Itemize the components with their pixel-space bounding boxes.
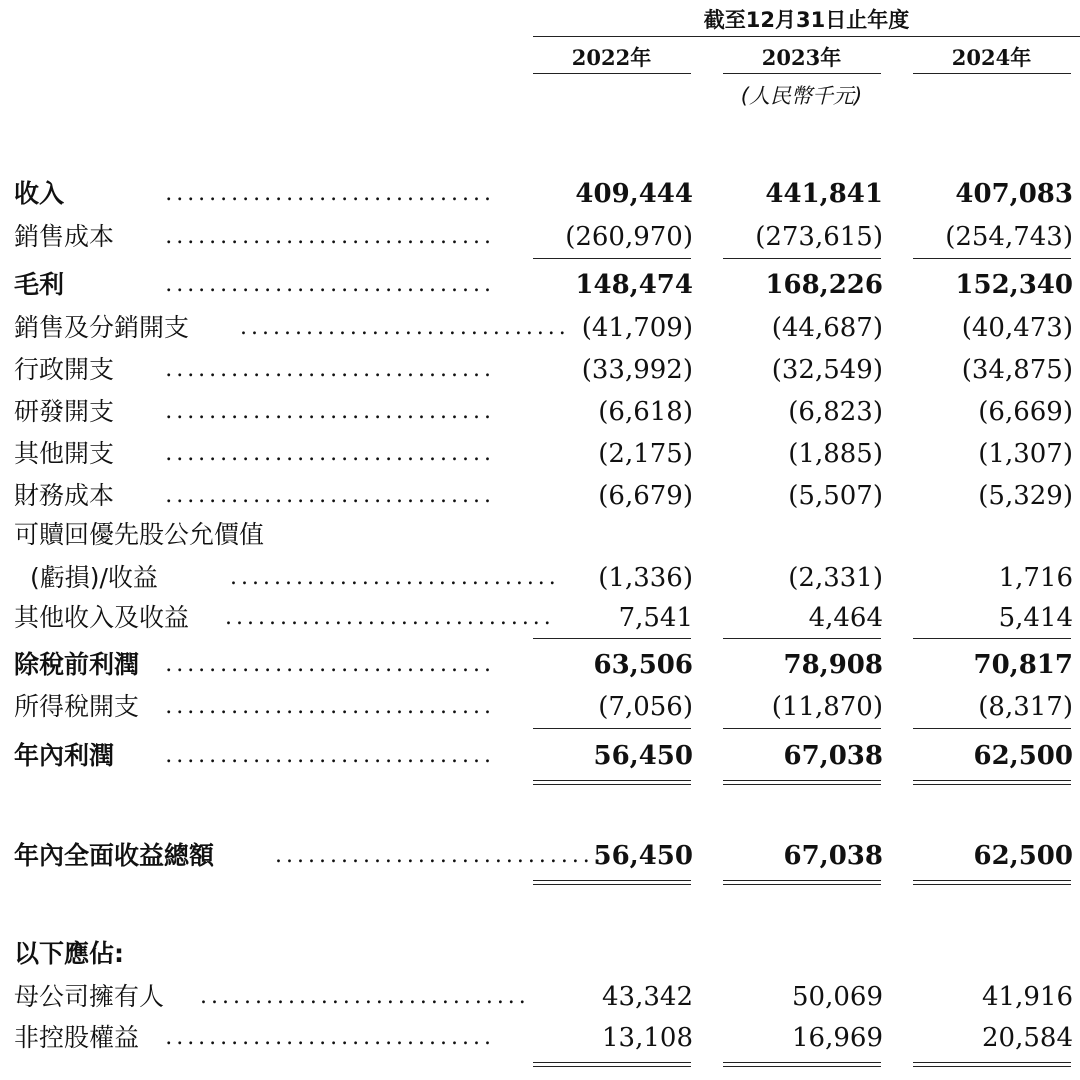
- subtotal-rule-2023: [723, 258, 881, 259]
- table-row-income-tax: [0, 690, 1080, 724]
- table-row-other-income: [0, 601, 1080, 635]
- value-2024: 1,716: [998, 563, 1073, 593]
- subtotal-rule-2022: [533, 728, 691, 729]
- row-label: 可贖回優先股公允價值: [14, 520, 265, 549]
- table-row-rd-expenses: [0, 395, 1080, 429]
- leader-dots: ..............................: [240, 315, 570, 340]
- row-label: 非控股權益: [14, 1023, 140, 1052]
- table-row-fair-value: [0, 561, 1080, 595]
- value-2024: (34,875): [961, 355, 1073, 385]
- value-2024: (8,317): [978, 692, 1073, 722]
- leader-dots: ..............................: [275, 843, 605, 868]
- subtotal-rule-2023: [723, 638, 881, 639]
- table-row-revenue: [0, 177, 1080, 211]
- leader-dots: ..............................: [165, 399, 495, 424]
- subtotal-rule-2024: [913, 638, 1071, 639]
- value-2023: 78,908: [783, 650, 883, 680]
- table-row-total-comprehensive: [0, 839, 1080, 873]
- value-2022: (6,618): [598, 397, 693, 427]
- value-2023: (5,507): [788, 481, 883, 511]
- table-row-owners: [0, 980, 1080, 1014]
- row-label: 母公司擁有人: [14, 982, 165, 1011]
- value-2023: (6,823): [788, 397, 883, 427]
- value-2022: 56,450: [593, 841, 693, 871]
- value-2023: 67,038: [783, 841, 883, 871]
- year-header-2022: 2022年: [571, 45, 652, 70]
- value-2023: (44,687): [771, 313, 883, 343]
- value-2023: 67,038: [783, 741, 883, 771]
- table-row-fair-value-label: [0, 518, 1080, 552]
- year-header-2024: 2024年: [951, 45, 1032, 70]
- row-label: (虧損)/收益: [30, 563, 158, 592]
- total-double-rule-2022: [533, 880, 691, 885]
- subtotal-rule-2024: [913, 728, 1071, 729]
- value-2024: 20,584: [982, 1023, 1073, 1053]
- period-underline: [533, 36, 1080, 37]
- value-2023: (2,331): [788, 563, 883, 593]
- value-2023: 4,464: [808, 603, 883, 633]
- value-2022: 7,541: [618, 603, 693, 633]
- value-2023: 50,069: [792, 982, 883, 1012]
- table-row-selling-expenses: [0, 311, 1080, 345]
- table-row-cost-of-sales: [0, 220, 1080, 254]
- subtotal-rule-2022: [533, 258, 691, 259]
- value-2023: 441,841: [765, 179, 883, 209]
- row-label: 其他開支: [14, 439, 115, 468]
- value-2022: 63,506: [593, 650, 693, 680]
- total-double-rule-2022: [533, 1062, 691, 1067]
- value-2022: 13,108: [602, 1023, 693, 1053]
- value-2024: 407,083: [955, 179, 1073, 209]
- value-2024: (1,307): [978, 439, 1073, 469]
- section-heading: 以下應佔:: [14, 939, 124, 968]
- leader-dots: ..............................: [165, 743, 495, 768]
- leader-dots: ..............................: [165, 441, 495, 466]
- value-2022: (6,679): [598, 481, 693, 511]
- value-2023: 16,969: [792, 1023, 883, 1053]
- value-2022: 409,444: [575, 179, 693, 209]
- total-double-rule-2022: [533, 780, 691, 785]
- total-double-rule-2023: [723, 780, 881, 785]
- value-2023: (11,870): [771, 692, 883, 722]
- year-header-2023: 2023年: [761, 45, 842, 70]
- row-label: 年內利潤: [14, 741, 115, 770]
- value-2022: (41,709): [581, 313, 693, 343]
- row-label: 毛利: [14, 270, 65, 299]
- value-2024: 62,500: [973, 741, 1073, 771]
- value-2022: (7,056): [598, 692, 693, 722]
- value-2022: 148,474: [575, 270, 693, 300]
- value-2024: 41,916: [982, 982, 1073, 1012]
- total-double-rule-2024: [913, 1062, 1071, 1067]
- row-label: 財務成本: [14, 481, 115, 510]
- leader-dots: ..............................: [165, 181, 495, 206]
- value-2023: (273,615): [755, 222, 883, 252]
- value-2022: (2,175): [598, 439, 693, 469]
- leader-dots: ..............................: [165, 224, 495, 249]
- table-row-finance-costs: [0, 479, 1080, 513]
- row-label: 研發開支: [14, 397, 115, 426]
- table-row-other-expenses: [0, 437, 1080, 471]
- year-underline-2023: [723, 73, 881, 74]
- unit-label: (人民幣千元): [740, 84, 863, 108]
- value-2024: 70,817: [973, 650, 1073, 680]
- row-label: 銷售及分銷開支: [14, 313, 190, 342]
- row-label: 年內全面收益總額: [14, 841, 215, 870]
- total-double-rule-2024: [913, 780, 1071, 785]
- subtotal-rule-2023: [723, 728, 881, 729]
- value-2022: 43,342: [602, 982, 693, 1012]
- subtotal-rule-2024: [913, 258, 1071, 259]
- row-label: 所得稅開支: [14, 692, 140, 721]
- value-2023: 168,226: [765, 270, 883, 300]
- leader-dots: ..............................: [200, 984, 530, 1009]
- row-label: 收入: [14, 179, 65, 208]
- subtotal-rule-2022: [533, 638, 691, 639]
- total-double-rule-2023: [723, 880, 881, 885]
- leader-dots: ..............................: [165, 357, 495, 382]
- value-2022: (1,336): [598, 563, 693, 593]
- row-label: 銷售成本: [14, 222, 115, 251]
- table-row-nci: [0, 1021, 1080, 1055]
- leader-dots: ..............................: [165, 1025, 495, 1050]
- row-label: 行政開支: [14, 355, 115, 384]
- year-underline-2022: [533, 73, 691, 74]
- total-double-rule-2023: [723, 1062, 881, 1067]
- table-row-attributable-heading: [0, 937, 1080, 971]
- value-2024: (6,669): [978, 397, 1073, 427]
- table-row-admin-expenses: [0, 353, 1080, 387]
- value-2022: (260,970): [565, 222, 693, 252]
- table-row-gross-profit: [0, 268, 1080, 302]
- value-2023: (1,885): [788, 439, 883, 469]
- total-double-rule-2024: [913, 880, 1071, 885]
- value-2023: (32,549): [771, 355, 883, 385]
- leader-dots: ..............................: [230, 565, 560, 590]
- value-2024: 5,414: [998, 603, 1073, 633]
- year-underline-2024: [913, 73, 1071, 74]
- period-heading: 截至12月31日止年度: [703, 8, 910, 32]
- leader-dots: ..............................: [225, 605, 555, 630]
- leader-dots: ..............................: [165, 694, 495, 719]
- value-2024: (5,329): [978, 481, 1073, 511]
- value-2022: 56,450: [593, 741, 693, 771]
- leader-dots: ..............................: [165, 483, 495, 508]
- leader-dots: ..............................: [165, 652, 495, 677]
- row-label: 其他收入及收益: [14, 603, 190, 632]
- table-row-profit-for-year: [0, 739, 1080, 773]
- value-2024: 62,500: [973, 841, 1073, 871]
- value-2022: (33,992): [581, 355, 693, 385]
- value-2024: (40,473): [961, 313, 1073, 343]
- row-label: 除稅前利潤: [14, 650, 140, 679]
- table-row-profit-before-tax: [0, 648, 1080, 682]
- leader-dots: ..............................: [165, 272, 495, 297]
- value-2024: 152,340: [955, 270, 1073, 300]
- value-2024: (254,743): [945, 222, 1073, 252]
